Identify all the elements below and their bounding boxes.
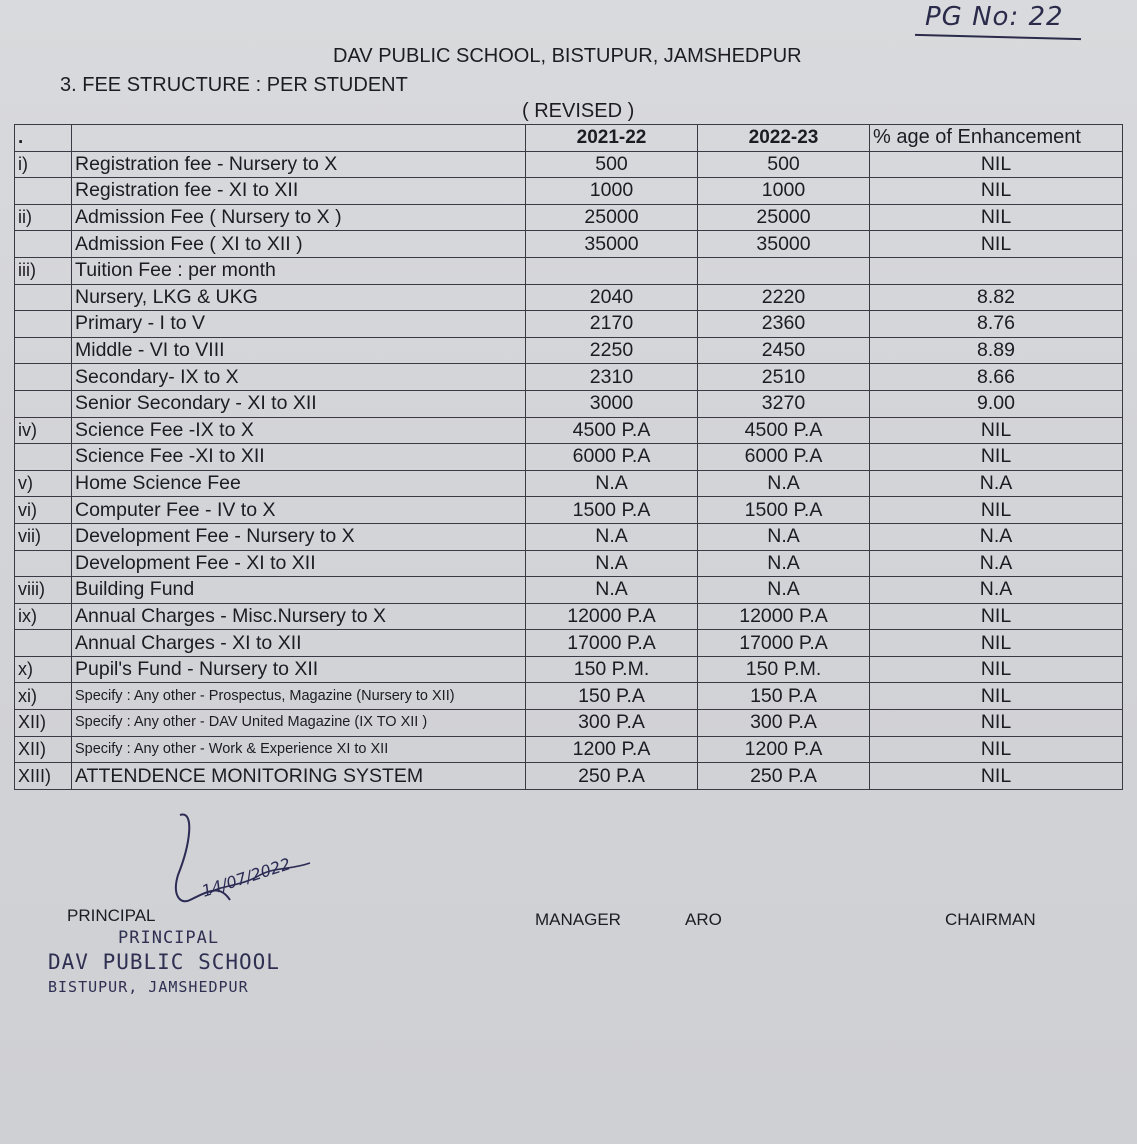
row-2021-22: 2250 [526, 337, 698, 364]
row-2022-23: 1200 P.A [698, 736, 870, 763]
header-enhancement: % age of Enhancement [870, 125, 1123, 152]
fee-row [15, 683, 1123, 710]
row-2021-22: N.A [526, 470, 698, 497]
row-2022-23: N.A [698, 550, 870, 577]
row-enhancement: NIL [870, 656, 1123, 683]
row-2022-23: 1000 [698, 178, 870, 205]
row-item: Admission Fee ( XI to XII ) [72, 231, 526, 258]
row-item: Nursery, LKG & UKG [72, 284, 526, 311]
row-enhancement: NIL [870, 630, 1123, 657]
row-2021-22: 1000 [526, 178, 698, 205]
row-item: Admission Fee ( Nursery to X ) [72, 204, 526, 231]
fee-row [15, 204, 1123, 231]
row-serial [15, 390, 72, 417]
aro-label: ARO [685, 910, 722, 929]
chairman-label: CHAIRMAN [945, 910, 1036, 929]
row-2021-22: 1200 P.A [526, 736, 698, 763]
row-2021-22: 500 [526, 151, 698, 178]
row-enhancement: NIL [870, 683, 1123, 710]
row-item: Pupil's Fund - Nursery to XII [72, 656, 526, 683]
row-2022-23: 3270 [698, 390, 870, 417]
row-2022-23 [698, 257, 870, 284]
row-item: Annual Charges - Misc.Nursery to X [72, 603, 526, 630]
row-serial: ii) [15, 204, 72, 231]
row-serial [15, 630, 72, 657]
row-enhancement: NIL [870, 151, 1123, 178]
row-item: Specify : Any other - Work & Experience XI to XII [72, 736, 526, 763]
row-2022-23: N.A [698, 523, 870, 550]
principal-label: PRINCIPAL [67, 906, 156, 925]
fee-row [15, 364, 1123, 391]
row-2022-23: 12000 P.A [698, 603, 870, 630]
fee-structure-heading: 3. FEE STRUCTURE : PER STUDENT [60, 74, 408, 96]
row-enhancement: NIL [870, 710, 1123, 737]
row-item: Science Fee -XI to XII [72, 444, 526, 471]
row-serial: viii) [15, 577, 72, 604]
row-2022-23: 4500 P.A [698, 417, 870, 444]
row-2021-22: 17000 P.A [526, 630, 698, 657]
row-enhancement: NIL [870, 763, 1123, 790]
row-enhancement: 8.66 [870, 364, 1123, 391]
row-serial: vi) [15, 497, 72, 524]
row-enhancement: NIL [870, 444, 1123, 471]
revised-label: ( REVISED ) [522, 100, 635, 122]
row-enhancement: 8.76 [870, 311, 1123, 338]
row-enhancement: 9.00 [870, 390, 1123, 417]
fee-row [15, 257, 1123, 284]
row-enhancement: NIL [870, 204, 1123, 231]
row-2021-22: 250 P.A [526, 763, 698, 790]
row-serial: iv) [15, 417, 72, 444]
fee-row [15, 603, 1123, 630]
row-serial: i) [15, 151, 72, 178]
row-2021-22: 3000 [526, 390, 698, 417]
fee-row [15, 763, 1123, 790]
row-serial: vii) [15, 523, 72, 550]
row-enhancement: NIL [870, 178, 1123, 205]
row-serial [15, 337, 72, 364]
header-2021-22: 2021-22 [526, 125, 698, 152]
fee-row [15, 444, 1123, 471]
row-item: Development Fee - XI to XII [72, 550, 526, 577]
row-item: Building Fund [72, 577, 526, 604]
row-serial [15, 284, 72, 311]
fee-row [15, 178, 1123, 205]
fee-row [15, 311, 1123, 338]
row-2022-23: N.A [698, 577, 870, 604]
row-item: Secondary- IX to X [72, 364, 526, 391]
row-2022-23: 1500 P.A [698, 497, 870, 524]
row-2021-22: 150 P.M. [526, 656, 698, 683]
fee-row [15, 577, 1123, 604]
row-item: Middle - VI to VIII [72, 337, 526, 364]
row-enhancement: NIL [870, 603, 1123, 630]
row-2022-23: 25000 [698, 204, 870, 231]
header-item [72, 125, 526, 152]
row-serial: v) [15, 470, 72, 497]
header-2022-23: 2022-23 [698, 125, 870, 152]
fee-row [15, 390, 1123, 417]
row-enhancement [870, 257, 1123, 284]
row-item: Senior Secondary - XI to XII [72, 390, 526, 417]
fee-row [15, 523, 1123, 550]
row-2021-22: 300 P.A [526, 710, 698, 737]
row-item: Registration fee - XI to XII [72, 178, 526, 205]
fee-row [15, 630, 1123, 657]
row-2022-23: 2360 [698, 311, 870, 338]
fee-table [14, 124, 1123, 790]
row-item: Development Fee - Nursery to X [72, 523, 526, 550]
row-enhancement: N.A [870, 577, 1123, 604]
row-2021-22: N.A [526, 550, 698, 577]
row-2022-23: N.A [698, 470, 870, 497]
row-2022-23: 150 P.M. [698, 656, 870, 683]
row-2021-22: 150 P.A [526, 683, 698, 710]
fee-table-header [15, 125, 1123, 152]
row-serial [15, 178, 72, 205]
row-serial: iii) [15, 257, 72, 284]
row-serial [15, 231, 72, 258]
fee-row [15, 656, 1123, 683]
principal-signature [150, 805, 330, 915]
row-serial [15, 311, 72, 338]
row-item: ATTENDENCE MONITORING SYSTEM [72, 763, 526, 790]
row-enhancement: 8.82 [870, 284, 1123, 311]
row-2022-23: 35000 [698, 231, 870, 258]
fee-row [15, 736, 1123, 763]
row-2021-22: N.A [526, 523, 698, 550]
row-serial: ix) [15, 603, 72, 630]
row-item: Primary - I to V [72, 311, 526, 338]
signature-date: 14/07/2022 [199, 854, 293, 901]
row-2021-22: 2310 [526, 364, 698, 391]
row-serial: XII) [15, 710, 72, 737]
stamp-school: DAV PUBLIC SCHOOL [48, 950, 280, 974]
row-2022-23: 500 [698, 151, 870, 178]
row-serial: xi) [15, 683, 72, 710]
row-enhancement: 8.89 [870, 337, 1123, 364]
fee-row [15, 337, 1123, 364]
row-enhancement: N.A [870, 550, 1123, 577]
fee-row [15, 710, 1123, 737]
row-serial [15, 364, 72, 391]
row-enhancement: N.A [870, 523, 1123, 550]
row-2022-23: 300 P.A [698, 710, 870, 737]
row-serial: XII) [15, 736, 72, 763]
row-2022-23: 150 P.A [698, 683, 870, 710]
fee-row [15, 231, 1123, 258]
stamp-principal: PRINCIPAL [118, 928, 220, 948]
fee-row [15, 151, 1123, 178]
row-serial: x) [15, 656, 72, 683]
row-item: Science Fee -IX to X [72, 417, 526, 444]
page-number-handwritten: PG No: 22 [925, 2, 1064, 32]
row-item: Specify : Any other - DAV United Magazine (IX TO XII ) [72, 710, 526, 737]
fee-row [15, 550, 1123, 577]
row-2021-22: 2170 [526, 311, 698, 338]
row-2022-23: 2220 [698, 284, 870, 311]
row-2021-22 [526, 257, 698, 284]
row-2021-22: 12000 P.A [526, 603, 698, 630]
row-item: Tuition Fee : per month [72, 257, 526, 284]
row-2021-22: 2040 [526, 284, 698, 311]
fee-row [15, 470, 1123, 497]
row-item: Home Science Fee [72, 470, 526, 497]
row-2022-23: 2450 [698, 337, 870, 364]
row-2022-23: 17000 P.A [698, 630, 870, 657]
row-enhancement: NIL [870, 497, 1123, 524]
row-2022-23: 250 P.A [698, 763, 870, 790]
row-enhancement: NIL [870, 736, 1123, 763]
row-2022-23: 2510 [698, 364, 870, 391]
row-item: Specify : Any other - Prospectus, Magazine (Nursery to XII) [72, 683, 526, 710]
row-2021-22: 6000 P.A [526, 444, 698, 471]
row-2021-22: 1500 P.A [526, 497, 698, 524]
row-2022-23: 6000 P.A [698, 444, 870, 471]
row-item: Computer Fee - IV to X [72, 497, 526, 524]
row-enhancement: NIL [870, 231, 1123, 258]
row-serial [15, 444, 72, 471]
manager-label: MANAGER [535, 910, 621, 929]
row-serial [15, 550, 72, 577]
row-item: Annual Charges - XI to XII [72, 630, 526, 657]
fee-row [15, 497, 1123, 524]
row-2021-22: N.A [526, 577, 698, 604]
row-2021-22: 35000 [526, 231, 698, 258]
header-serial: . [15, 125, 72, 152]
row-enhancement: N.A [870, 470, 1123, 497]
row-item: Registration fee - Nursery to X [72, 151, 526, 178]
row-serial: XIII) [15, 763, 72, 790]
fee-row [15, 284, 1123, 311]
page-number-underline [915, 34, 1081, 40]
row-2021-22: 4500 P.A [526, 417, 698, 444]
fee-row [15, 417, 1123, 444]
row-2021-22: 25000 [526, 204, 698, 231]
school-name: DAV PUBLIC SCHOOL, BISTUPUR, JAMSHEDPUR [333, 45, 802, 67]
row-enhancement: NIL [870, 417, 1123, 444]
stamp-address: BISTUPUR, JAMSHEDPUR [48, 978, 249, 996]
